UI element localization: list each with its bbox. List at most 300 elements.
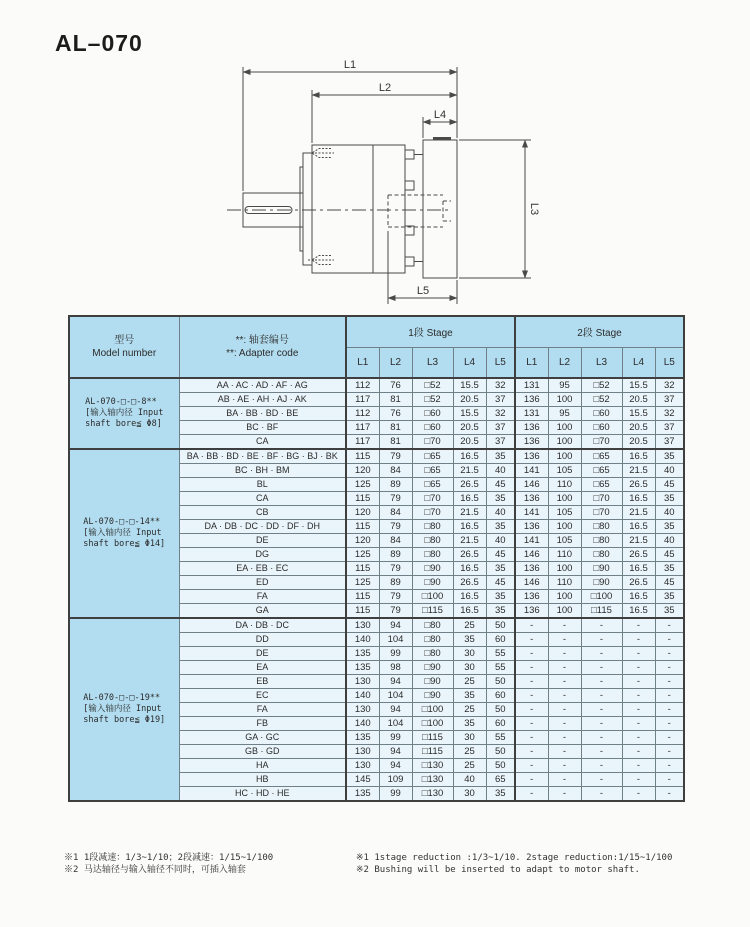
dim-value-cell: 131 [515,378,548,393]
dim-value-cell: 115 [346,604,379,619]
stage2-header: 2段 Stage [515,316,684,347]
dim-label-l4: L4 [433,109,447,121]
dim-value-cell: - [581,689,622,703]
dim-value-cell: □70 [412,435,453,450]
dim-value-cell: 40 [486,534,515,548]
dim-value-cell: 35 [486,590,515,604]
dim-value-cell: 104 [379,717,412,731]
dim-value-cell: 37 [655,393,684,407]
dim-value-cell: □60 [412,407,453,421]
dim-value-cell: 89 [379,576,412,590]
dim-value-cell: □100 [412,717,453,731]
dim-value-cell: - [581,703,622,717]
dim-value-cell: 110 [548,478,581,492]
dim-value-cell: 79 [379,562,412,576]
dim-value-cell: 130 [346,703,379,717]
dim-value-cell: 94 [379,745,412,759]
dim-value-cell: □130 [412,773,453,787]
dim-value-cell: 32 [486,378,515,393]
dim-col-header-l2: L2 [379,347,412,378]
stage1-header: 1段 Stage [346,316,515,347]
dim-value-cell: - [515,675,548,689]
dim-value-cell: - [515,759,548,773]
dim-value-cell: 35 [655,492,684,506]
dim-value-cell: - [655,759,684,773]
dim-value-cell: 15.5 [622,378,655,393]
dim-value-cell: 100 [548,421,581,435]
adapter-code-cell: DE [179,647,346,661]
notes-zh [64,853,273,876]
dim-value-cell: 45 [486,548,515,562]
dim-value-cell: 25 [453,703,486,717]
page-title: AL–070 [55,30,143,56]
dim-value-cell: - [515,689,548,703]
dim-value-cell: 146 [515,478,548,492]
dim-value-cell: 100 [548,520,581,534]
dim-value-cell: 136 [515,520,548,534]
dim-value-cell: 98 [379,661,412,675]
adapter-code-cell: GA [179,604,346,619]
dim-value-cell: 60 [486,689,515,703]
dim-value-cell: 32 [655,378,684,393]
dim-value-cell: □52 [581,393,622,407]
dim-value-cell: 141 [515,506,548,520]
dim-value-cell: - [515,661,548,675]
dim-col-header-l1: L1 [515,347,548,378]
adapter-code-cell: HC · HD · HE [179,787,346,802]
dim-value-cell: 81 [379,421,412,435]
dim-value-cell: 112 [346,378,379,393]
dim-value-cell: 35 [486,604,515,619]
dim-value-cell: 30 [453,787,486,802]
dim-value-cell: 136 [515,393,548,407]
adapter-code-cell: DA · DB · DC · DD · DF · DH [179,520,346,534]
dim-value-cell: 45 [486,576,515,590]
dim-value-cell: 140 [346,717,379,731]
dim-value-cell: 110 [548,548,581,562]
dim-value-cell: 32 [655,407,684,421]
dim-value-cell: 50 [486,675,515,689]
dim-value-cell: 25 [453,759,486,773]
dim-value-cell: 79 [379,604,412,619]
dim-value-cell: 125 [346,478,379,492]
dim-value-cell: 99 [379,787,412,802]
dim-value-cell: - [622,618,655,633]
dim-value-cell: - [622,647,655,661]
adapter-code-cell: HA [179,759,346,773]
dim-value-cell: - [581,633,622,647]
dim-value-cell: 35 [486,449,515,464]
technical-drawing [200,55,560,310]
dim-value-cell: 141 [515,534,548,548]
adapter-code-cell: AA · AC · AD · AF · AG [179,378,346,393]
dim-value-cell: □80 [412,618,453,633]
dim-value-cell: 112 [346,407,379,421]
dim-value-cell: □130 [412,759,453,773]
notes-en [356,853,672,876]
dim-value-cell: - [581,618,622,633]
model-number-cell [69,449,179,618]
adapter-header-zh: **: 轴套编号 [235,335,289,346]
dim-value-cell: - [581,675,622,689]
table-row [69,618,684,633]
dim-value-cell: 40 [655,534,684,548]
dim-value-cell: □70 [581,506,622,520]
dim-value-cell: 117 [346,435,379,450]
dim-value-cell: 15.5 [622,407,655,421]
dim-value-cell: - [515,703,548,717]
adapter-flange [423,139,457,279]
dim-value-cell: 110 [548,576,581,590]
dim-value-cell: 40 [453,773,486,787]
dim-value-cell: 20.5 [453,393,486,407]
dim-value-cell: 136 [515,590,548,604]
model-line: AL-070-□-□-8** [85,396,157,407]
dim-value-cell: - [548,703,581,717]
dim-value-cell: 130 [346,745,379,759]
dim-value-cell: 30 [453,731,486,745]
dim-value-cell: □80 [581,520,622,534]
adapter-code-cell: DA · DB · DC [179,618,346,633]
dim-value-cell: 35 [486,562,515,576]
dim-label-l5: L5 [416,285,430,297]
adapter-code-cell: BA · BB · BD · BE [179,407,346,421]
dim-value-cell: □115 [412,745,453,759]
dim-value-cell: 50 [486,759,515,773]
dim-value-cell: 26.5 [453,478,486,492]
model-line: [输入轴内径 Input [83,703,162,714]
dim-value-cell: 120 [346,534,379,548]
dim-value-cell: 35 [486,787,515,802]
dim-value-cell: 136 [515,449,548,464]
dim-value-cell: 26.5 [622,548,655,562]
dim-value-cell: □70 [581,492,622,506]
dim-value-cell: 21.5 [622,534,655,548]
model-line: shaft bore≦ Φ8] [85,418,162,429]
dim-value-cell: 115 [346,520,379,534]
dim-value-cell: 60 [486,633,515,647]
dim-value-cell: - [655,731,684,745]
dim-value-cell: - [515,647,548,661]
model-line: AL-070-□-□-19** [83,692,161,703]
dim-value-cell: □90 [412,576,453,590]
dim-label-l2: L2 [378,82,392,94]
dim-value-cell: 55 [486,661,515,675]
dim-value-cell: 104 [379,689,412,703]
dim-value-cell: - [655,745,684,759]
model-number-cell [69,618,179,801]
dim-value-cell: 55 [486,731,515,745]
dim-value-cell: 76 [379,378,412,393]
dim-value-cell: □52 [412,393,453,407]
adapter-code-cell: DE [179,534,346,548]
dim-value-cell: - [581,773,622,787]
dim-value-cell: - [581,787,622,802]
dim-value-cell: 45 [655,548,684,562]
dim-value-cell: □65 [581,449,622,464]
dim-value-cell: 16.5 [453,604,486,619]
dim-value-cell: - [515,618,548,633]
dim-value-cell: 25 [453,745,486,759]
dim-value-cell: 115 [346,590,379,604]
dim-value-cell: - [548,717,581,731]
dim-value-cell: - [548,745,581,759]
dim-col-header-l4: L4 [453,347,486,378]
dim-value-cell: 100 [548,393,581,407]
dim-value-cell: 37 [655,435,684,450]
dim-value-cell: 105 [548,534,581,548]
note-line: ※2 马达轴径与输入轴径不同时，可插入轴套 [64,864,246,875]
dim-value-cell: - [655,618,684,633]
dim-value-cell: - [655,689,684,703]
dim-value-cell: 94 [379,675,412,689]
adapter-code-cell: BC · BF [179,421,346,435]
dim-value-cell: 117 [346,393,379,407]
dim-value-cell: 130 [346,675,379,689]
dim-value-cell: - [581,647,622,661]
dim-value-cell: 145 [346,773,379,787]
adapter-header-en: **: Adapter code [226,348,299,359]
spec-table [68,315,685,802]
dim-value-cell: 16.5 [453,492,486,506]
dim-value-cell: - [581,731,622,745]
dim-value-cell: 37 [486,393,515,407]
dim-value-cell: 99 [379,731,412,745]
dim-value-cell: 120 [346,464,379,478]
dim-value-cell: 109 [379,773,412,787]
dim-value-cell: 136 [515,435,548,450]
dim-value-cell: 35 [486,492,515,506]
dim-value-cell: 79 [379,590,412,604]
adapter-code-cell: FA [179,590,346,604]
adapter-code-cell: BA · BB · BD · BE · BF · BG · BJ · BK [179,449,346,464]
model-header-en: Model number [92,348,157,359]
table-row [69,449,684,464]
dim-value-cell: 94 [379,618,412,633]
dim-value-cell: 35 [655,562,684,576]
dim-value-cell: □65 [581,464,622,478]
dim-value-cell: □80 [581,548,622,562]
dim-value-cell: □52 [412,378,453,393]
dim-value-cell: 120 [346,506,379,520]
dim-value-cell: 26.5 [453,576,486,590]
dim-value-cell: 21.5 [622,506,655,520]
dim-value-cell: 146 [515,576,548,590]
adapter-code-cell: HB [179,773,346,787]
group-header-row [69,316,684,347]
dim-value-cell: - [622,759,655,773]
dim-value-cell: - [548,633,581,647]
dim-value-cell: 16.5 [622,449,655,464]
dim-value-cell: □65 [412,464,453,478]
dim-value-cell: - [515,773,548,787]
dim-value-cell: 16.5 [622,492,655,506]
dim-value-cell: □100 [412,703,453,717]
dim-value-cell: □80 [581,534,622,548]
dim-value-cell: 26.5 [622,576,655,590]
dim-value-cell: 40 [486,506,515,520]
dim-col-header-l5: L5 [655,347,684,378]
note-line: ※1 1段减速：1/3~1/10；2段减速：1/15~1/100 [64,853,274,863]
dim-value-cell: 84 [379,534,412,548]
adapter-code-cell: DD [179,633,346,647]
dim-value-cell: - [515,731,548,745]
dim-value-cell: □60 [412,421,453,435]
dim-value-cell: 16.5 [622,590,655,604]
model-header-zh: 型号 [114,335,135,346]
dim-col-header-l5: L5 [486,347,515,378]
adapter-code-cell: FB [179,717,346,731]
dim-value-cell: 81 [379,435,412,450]
dim-value-cell: □115 [412,604,453,619]
dim-col-header-l1: L1 [346,347,379,378]
model-line: shaft bore≦ Φ19] [83,714,166,725]
dim-value-cell: 21.5 [622,464,655,478]
dim-value-cell: □90 [412,689,453,703]
dim-value-cell: - [548,773,581,787]
dim-value-cell: 115 [346,449,379,464]
model-line: shaft bore≦ Φ14] [83,538,166,549]
dim-value-cell: 16.5 [622,562,655,576]
adapter-code-cell: CB [179,506,346,520]
dim-value-cell: 16.5 [622,520,655,534]
dim-value-cell: □90 [581,576,622,590]
dim-value-cell: - [622,731,655,745]
dim-value-cell: □115 [412,731,453,745]
adapter-code-cell: EB [179,675,346,689]
dim-value-cell: 20.5 [622,421,655,435]
model-line: AL-070-□-□-14** [83,516,161,527]
dim-value-cell: 99 [379,647,412,661]
dim-value-cell: 95 [548,407,581,421]
dim-value-cell: 100 [548,492,581,506]
dim-value-cell: 20.5 [622,435,655,450]
dim-value-cell: 35 [453,689,486,703]
dim-value-cell: 79 [379,492,412,506]
dim-value-cell: - [581,759,622,773]
dim-value-cell: 135 [346,661,379,675]
note-line: ※1 1stage reduction :1/3~1/10. 2stage reduction:1/15~1/100 [356,853,673,863]
dim-value-cell: 136 [515,604,548,619]
dim-value-cell: 130 [346,618,379,633]
dim-value-cell: □90 [412,675,453,689]
dim-value-cell: 136 [515,492,548,506]
dim-value-cell: 136 [515,562,548,576]
dim-value-cell: 20.5 [453,421,486,435]
dim-value-cell: - [548,787,581,802]
dim-col-header-l4: L4 [622,347,655,378]
dim-value-cell: - [622,633,655,647]
dim-value-cell: 40 [655,464,684,478]
dim-value-cell: □60 [581,407,622,421]
adapter-code-cell: GA · GC [179,731,346,745]
dim-value-cell: □100 [581,590,622,604]
dim-value-cell: 21.5 [453,506,486,520]
dim-value-cell: 26.5 [622,478,655,492]
table-body [69,378,684,801]
dim-value-cell: 21.5 [453,464,486,478]
model-line: [输入轴内径 Input [83,527,162,538]
dim-label-l3: L3 [528,202,540,216]
dim-value-cell: □90 [412,661,453,675]
model-line: [输入轴内径 Input [85,407,164,418]
dim-value-cell: 20.5 [622,393,655,407]
dim-value-cell: - [581,745,622,759]
dim-value-cell: □90 [412,562,453,576]
dim-value-cell: 104 [379,633,412,647]
dim-value-cell: 100 [548,604,581,619]
dim-value-cell: □80 [412,534,453,548]
dim-value-cell: □70 [412,492,453,506]
adapter-code-cell: CA [179,435,346,450]
dim-value-cell: 50 [486,618,515,633]
dim-value-cell: - [655,675,684,689]
dim-value-cell: 50 [486,703,515,717]
dim-value-cell: 25 [453,675,486,689]
dim-value-cell: 84 [379,464,412,478]
dim-col-header-l3: L3 [412,347,453,378]
dim-value-cell: - [655,647,684,661]
dim-value-cell: □65 [581,478,622,492]
dim-value-cell: 136 [515,421,548,435]
dim-value-cell: 115 [346,492,379,506]
dim-value-cell: 76 [379,407,412,421]
dim-value-cell: 95 [548,378,581,393]
dim-value-cell: 135 [346,731,379,745]
dim-value-cell: □70 [581,435,622,450]
dim-value-cell: 16.5 [453,590,486,604]
dim-value-cell: 40 [655,506,684,520]
dim-value-cell: 20.5 [453,435,486,450]
dim-value-cell: 35 [453,717,486,731]
dim-value-cell: 35 [655,449,684,464]
dim-value-cell: - [655,717,684,731]
adapter-code-cell: FA [179,703,346,717]
dim-value-cell: 130 [346,759,379,773]
adapter-code-cell: EA [179,661,346,675]
dim-value-cell: □80 [412,647,453,661]
dim-value-cell: 81 [379,393,412,407]
dim-value-cell: 79 [379,449,412,464]
dim-value-cell: 94 [379,759,412,773]
dim-col-header-l3: L3 [581,347,622,378]
model-number-cell [69,378,179,449]
dim-value-cell: 117 [346,421,379,435]
dim-value-cell: 35 [486,520,515,534]
adapter-code-cell: EC [179,689,346,703]
dim-value-cell: 135 [346,647,379,661]
dim-value-cell: □90 [581,562,622,576]
dim-value-cell: 100 [548,590,581,604]
dim-value-cell: 16.5 [453,562,486,576]
dim-value-cell: 100 [548,435,581,450]
dim-value-cell: - [515,787,548,802]
dim-value-cell: - [655,787,684,802]
dim-value-cell: - [622,787,655,802]
dim-value-cell: 60 [486,717,515,731]
dim-value-cell: 65 [486,773,515,787]
dim-value-cell: 89 [379,548,412,562]
dim-value-cell: - [581,661,622,675]
dim-value-cell: 45 [655,478,684,492]
gearbox-body [300,145,423,273]
dim-value-cell: 79 [379,520,412,534]
dim-value-cell: 94 [379,703,412,717]
dim-value-cell: 25 [453,618,486,633]
adapter-code-cell: EA · EB · EC [179,562,346,576]
dim-value-cell: □130 [412,787,453,802]
dim-value-cell: 16.5 [453,520,486,534]
